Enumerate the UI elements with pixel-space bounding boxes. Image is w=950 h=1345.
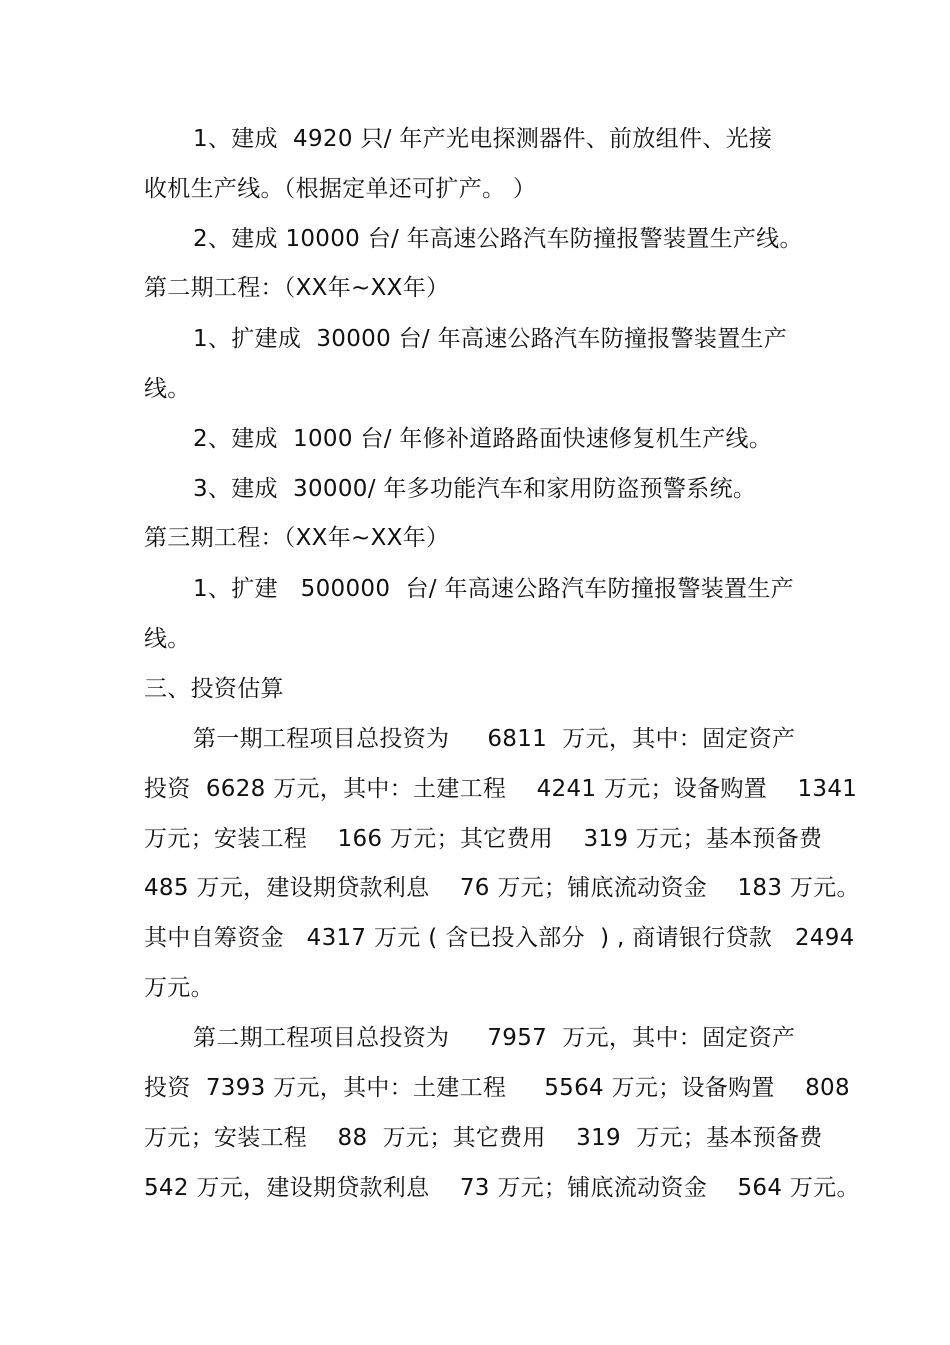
section-heading: 三、投资估算 <box>144 676 284 702</box>
text-line: 1、扩建成 30000 台/ 年高速公路汽车防撞报警装置生产 <box>193 326 788 352</box>
text-line: 2、建成 1000 台/ 年修补道路路面快速修复机生产线。 <box>193 426 773 452</box>
text-line: 2、建成 10000 台/ 年高速公路汽车防撞报警装置生产线。 <box>193 226 803 252</box>
text-line: 其中自筹资金 4317 万元 ( 含已投入部分 ) , 商请银行贷款 2494 <box>144 925 855 951</box>
text-line: 1、建成 4920 只/ 年产光电探测器件、前放组件、光接 <box>193 126 773 152</box>
text-line: 线。 <box>144 626 191 652</box>
text-line: 投资 6628 万元，其中：土建工程 4241 万元；设备购置 1341 <box>144 776 858 802</box>
section-heading: 第二期工程：（XX年~XX年） <box>144 275 450 301</box>
text-line: 1、扩建 500000 台/ 年高速公路汽车防撞报警装置生产 <box>193 576 794 602</box>
text-line: 万元。 <box>144 975 214 1001</box>
section-heading: 第三期工程：（XX年~XX年） <box>144 525 450 551</box>
text-line: 542 万元，建设期贷款利息 73 万元；铺底流动资金 564 万元。 <box>144 1175 860 1201</box>
text-line: 投资 7393 万元，其中：土建工程 5564 万元；设备购置 808 <box>144 1075 850 1101</box>
text-line: 万元；安装工程 88 万元；其它费用 319 万元；基本预备费 <box>144 1125 823 1151</box>
text-line: 万元；安装工程 166 万元；其它费用 319 万元；基本预备费 <box>144 826 823 852</box>
text-line: 3、建成 30000/ 年多功能汽车和家用防盗预警系统。 <box>193 476 757 502</box>
text-line: 收机生产线。（根据定单还可扩产。 ） <box>144 176 537 202</box>
text-line: 485 万元，建设期贷款利息 76 万元；铺底流动资金 183 万元。 <box>144 875 860 901</box>
text-line: 第一期工程项目总投资为 6811 万元，其中：固定资产 <box>193 726 796 752</box>
text-line: 线。 <box>144 376 191 402</box>
text-line: 第二期工程项目总投资为 7957 万元，其中：固定资产 <box>193 1025 796 1051</box>
